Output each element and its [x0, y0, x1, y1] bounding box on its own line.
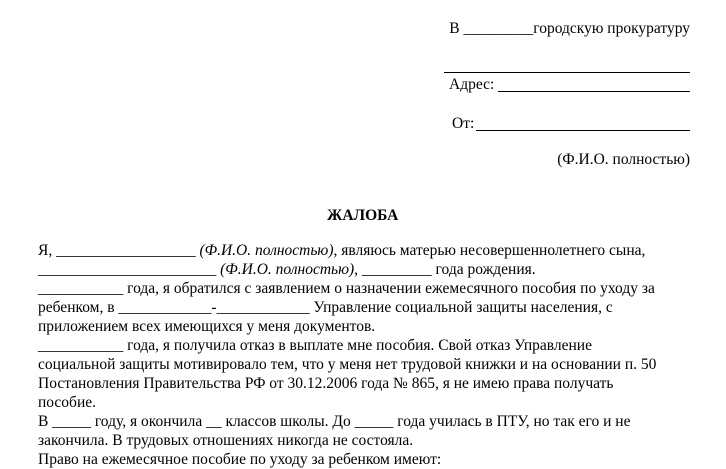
body-line-12: Право на ежемесячное пособие по уходу за ребенком имеют: — [38, 451, 442, 468]
recipient-line — [449, 20, 690, 38]
body-line-11: закончила. В трудовых отношениях никогда не состояла. — [38, 432, 414, 449]
fio-note: (Ф.И.О. полностью) — [557, 151, 690, 168]
body-line-1-a: Я, __________________ — [38, 242, 200, 259]
body-line-9: пособие. — [38, 394, 96, 411]
body-line-4: ребенком, в ____________-____________ Управление социальной защиты населения, с — [38, 299, 613, 316]
body-line-2-italic: (Ф.И.О. полностью) — [220, 261, 355, 278]
body-line-1 — [38, 242, 645, 260]
body-line-5: приложением всех имеющихся у меня документов. — [38, 318, 376, 335]
address-label: Адрес: — [449, 76, 495, 93]
from-line — [452, 115, 474, 133]
from-rule — [476, 130, 690, 131]
body-line-1-b: , являюсь матерью несовершеннолетнего сына, — [333, 242, 646, 259]
recipient-text: В _________городскую прокуратуру — [449, 20, 690, 37]
document-title: ЖАЛОБА — [327, 207, 399, 224]
body-line-2 — [38, 261, 536, 279]
body-line-6: ___________ года, я получила отказ в выплате мне пособия. Свой отказ Управление — [38, 337, 592, 354]
fio-note-line — [557, 151, 690, 169]
body-line-2-b: , _________ года рождения. — [354, 261, 536, 278]
body-line-1-italic: (Ф.И.О. полностью) — [199, 242, 334, 259]
address-rule — [498, 91, 690, 92]
from-label: От: — [452, 115, 475, 132]
body-line-7: социальной защиты мотивировало тем, что у меня нет трудовой книжки и на основании п. 50 — [38, 356, 657, 373]
body-line-2-a: _______________________ — [38, 261, 221, 278]
address-line — [449, 76, 494, 94]
body-line-10: В _____ году, я окончила __ классов школы. До _____ года училась в ПТУ, но так его и не — [38, 413, 631, 430]
address-top-rule — [444, 72, 690, 73]
body-line-8: Постановления Правительства РФ от 30.12.2006 года № 865, я не имею права получать — [38, 375, 614, 392]
body-line-3: ___________ года, я обратился с заявлением о назначении ежемесячного пособия по уходу за — [38, 280, 655, 297]
